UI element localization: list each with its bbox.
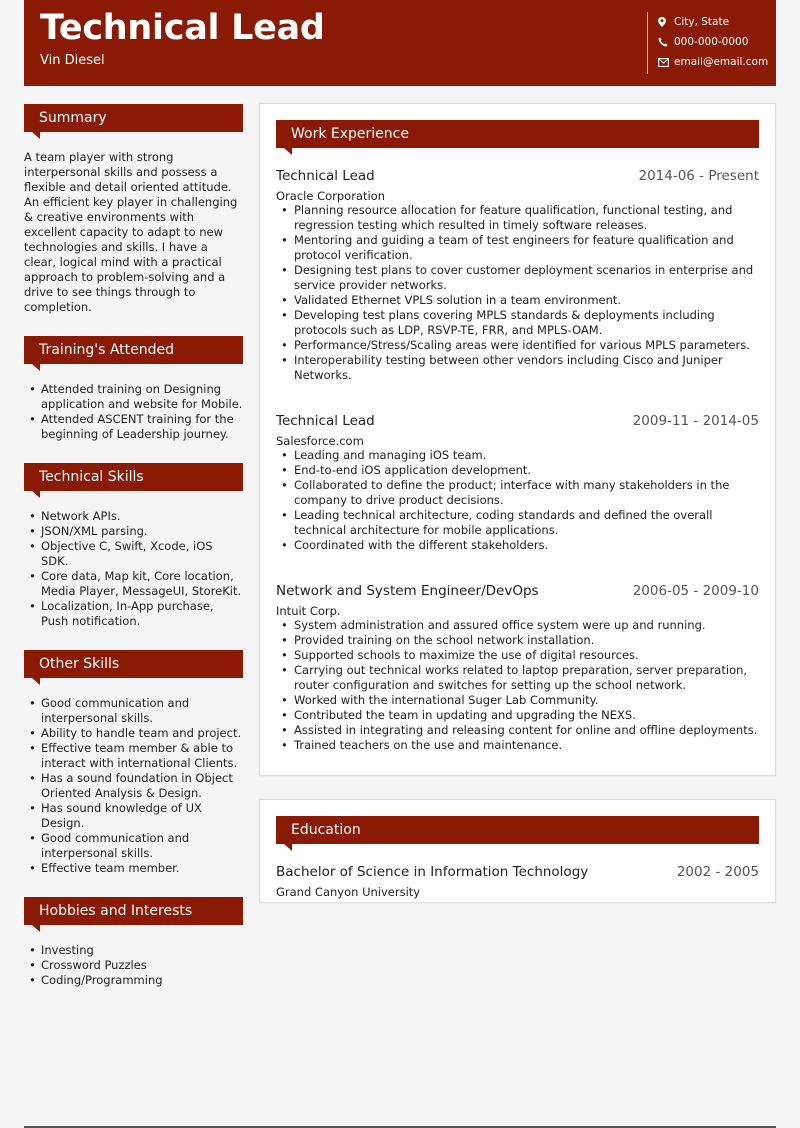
job-title-heading: Technical Lead [40,8,325,48]
job-title: Network and System Engineer/DevOps [276,583,539,599]
list-item: • Has a sound foundation in Object Oriented Analysis & Design. [24,771,243,801]
list-item: • System administration and assured office system were up and running. [276,618,759,633]
job-title: Technical Lead [276,168,375,184]
school-name: Grand Canyon University [276,885,421,899]
technical-skills-list [24,509,243,629]
list-item: • JSON/XML parsing. [24,524,243,539]
list-item: • End-to-end iOS application development. [276,463,759,478]
technical-skills-heading: Technical Skills [24,463,243,491]
job-dates: 2014-06 - Present [638,168,759,184]
list-item: • Attended training on Designing application and website for Mobile. [24,382,243,412]
list-item: • Carrying out technical works related to laptop preparation, server preparation, router configuration and switches for setting up the school network. [276,663,759,693]
phone-icon [658,37,672,47]
other-skills-list [24,696,243,876]
degree-title: Bachelor of Science in Information Technology [276,864,589,880]
list-item: • Leading technical architecture, coding standards and defined the overall technical architecture for mobile applications. [276,508,759,538]
hobbies-heading: Hobbies and Interests [24,897,243,925]
list-item: • Validated Ethernet VPLS solution in a team environment. [276,293,759,308]
job-entry [276,413,759,553]
email-link[interactable]: email@email.com [674,56,769,68]
summary-text: A team player with strong interpersonal skills and possess a flexible and detail oriented attitude. An efficient key player in challenging & creative environments with excellent capacity to adapt to new technologies and skills. I have a clear, logical mind with a practical approach to problem-solving and a drive to see things through to completion. [24,150,238,314]
location-text: City, State [674,16,730,28]
list-item: • Network APIs. [24,509,243,524]
technical-skills-section [24,463,243,629]
list-item: • Leading and managing iOS team. [276,448,759,463]
resume-header [24,0,776,86]
map-pin-icon [658,17,672,27]
list-item: • Effective team member. [24,861,243,876]
list-item: • Ability to handle team and project. [24,726,243,741]
other-skills-heading: Other Skills [24,650,243,678]
contact-phone [658,32,768,52]
list-item: • Provided training on the school network installation. [276,633,759,648]
education-card [259,799,776,903]
list-item: • Objective C, Swift, Xcode, iOS SDK. [24,539,243,569]
hobbies-list [24,943,243,988]
list-item: • Worked with the international Suger Lab Community. [276,693,759,708]
list-item: • Localization, In-App purchase, Push notification. [24,599,243,629]
education-heading: Education [276,816,759,844]
list-item: • Core data, Map kit, Core location, Media Player, MessageUI, StoreKit. [24,569,243,599]
list-item: • Developing test plans covering MPLS standards & deployments including protocols such as LDP, RSVP-TE, FRR, and MPLS-OAM. [276,308,759,338]
job-company: Salesforce.com [276,434,364,448]
list-item: • Coordinated with the different stakeholders. [276,538,759,553]
list-item: • Designing test plans to cover customer deployment scenarios in enterprise and service provider networks. [276,263,759,293]
list-item: • Crossword Puzzles [24,958,243,973]
other-skills-section [24,650,243,876]
job-company: Intuit Corp. [276,604,341,618]
list-item: • Good communication and interpersonal skills. [24,696,243,726]
contact-email [658,52,768,72]
list-item: • Supported schools to maximize the use of digital resources. [276,648,759,663]
work-experience-card [259,103,776,776]
summary-section [24,104,243,315]
job-duties [276,618,759,753]
envelope-icon [658,58,672,67]
list-item: • Attended ASCENT training for the beginning of Leadership journey. [24,412,243,442]
job-dates: 2006-05 - 2009-10 [632,583,759,599]
job-duties [276,203,759,383]
candidate-name: Vin Diesel [40,53,105,68]
list-item: • Investing [24,943,243,958]
job-title: Technical Lead [276,413,375,429]
job-company: Oracle Corporation [276,189,386,203]
list-item: • Has sound knowledge of UX Design. [24,801,243,831]
summary-heading: Summary [24,104,243,132]
list-item: • Good communication and interpersonal skills. [24,831,243,861]
list-item: • Mentoring and guiding a team of test engineers for feature qualification and protocol verification. [276,233,759,263]
list-item: • Interoperability testing between other vendors including Cisco and Juniper Networks. [276,353,759,383]
job-duties [276,448,759,553]
list-item: • Trained teachers on the use and maintenance. [276,738,759,753]
job-entry [276,168,759,383]
phone-text: 000-000-0000 [674,36,749,48]
list-item: • Contributed the team in updating and upgrading the NEXS. [276,708,759,723]
contact-location [658,12,768,32]
job-dates: 2009-11 - 2014-05 [632,413,759,429]
list-item: • Planning resource allocation for feature qualification, functional testing, and regression testing which resulted in timely software releases. [276,203,759,233]
hobbies-section [24,897,243,988]
education-dates: 2002 - 2005 [676,864,759,880]
list-item: • Collaborated to define the product; interface with many stakeholders in the company to drive product decisions. [276,478,759,508]
list-item: • Assisted in integrating and releasing content for online and offline deployments. [276,723,759,738]
list-item: • Coding/Programming [24,973,243,988]
left-column [24,104,243,988]
training-list [24,382,243,442]
education-entry [276,864,759,899]
list-item: • Performance/Stress/Scaling areas were identified for various MPLS parameters. [276,338,759,353]
training-section [24,336,243,442]
training-heading: Training's Attended [24,336,243,364]
job-entry [276,583,759,753]
work-experience-heading: Work Experience [276,120,759,148]
list-item: • Effective team member & able to interact with international Clients. [24,741,243,771]
contact-block [647,12,768,74]
